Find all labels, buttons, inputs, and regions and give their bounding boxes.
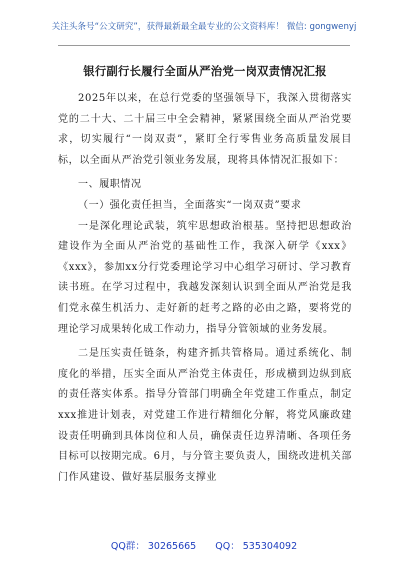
- document-title: 银行副行长履行全面从严治党一岗双责情况汇报: [83, 64, 327, 78]
- paragraph-responsibility-chain: 二是压实责任链条，构建齐抓共管格局。通过系统化、制度化的举措，压实全面从严治党主体责任，形成横到边纵到底的责任落实体系。指导分管部门明确全年党建工作重点，制定xxx推进计划表，对党建工作进行精细化分解，将党风廉政建设责任明确到具体岗位和人员，确保责任边界清晰、各项任务目标可以按期完成。6月，与分管主要负责人，围绕改进机关部门作风建设、做好基层服务支撑业: [58, 348, 352, 483]
- document-body: [58, 63, 352, 492]
- footer-contact: [0, 538, 408, 552]
- footer-qq-group: QQ群： 30265665: [110, 541, 197, 552]
- footer-qq: QQ： 535304092: [215, 541, 298, 552]
- intro-paragraph: 2025年以来，在总行党委的坚强领导下，我深入贯彻落实党的二十大、二十届三中全会精神，紧紧围绕全面从严治党要求，切实履行“一岗双责”，紧盯全行零售业务高质量发展目标，以全面从严治党引领业务发展，现将具体情况汇报如下：: [58, 93, 352, 166]
- header-divider: [58, 45, 350, 46]
- paragraph-theory-study: 一是深化理论武装，筑牢思想政治根基。坚持把思想政治建设作为全面从严治党的基础性工作，我深入研学《xxx》《xxx》，参加xx分行党委理论学习中心组学习研讨、学习教育读书班。在学习过程中，我越发深刻认识到全面从严治党是我们党永葆生机活力、走好新的赶考之路的必由之路，要将党的理论学习成果转化成工作动力，指导分管领域的业务发展。: [58, 220, 352, 335]
- subsection-heading-responsibility: （一）强化责任担当，全面落实“一岗双责”要求: [78, 199, 302, 211]
- section-heading-performance: 一、履职情况: [78, 179, 142, 191]
- header-promo-note: 关注头条号“公文研究”，获得最新最全最专业的公文资料库！ 微信: gongwenyj: [51, 22, 357, 32]
